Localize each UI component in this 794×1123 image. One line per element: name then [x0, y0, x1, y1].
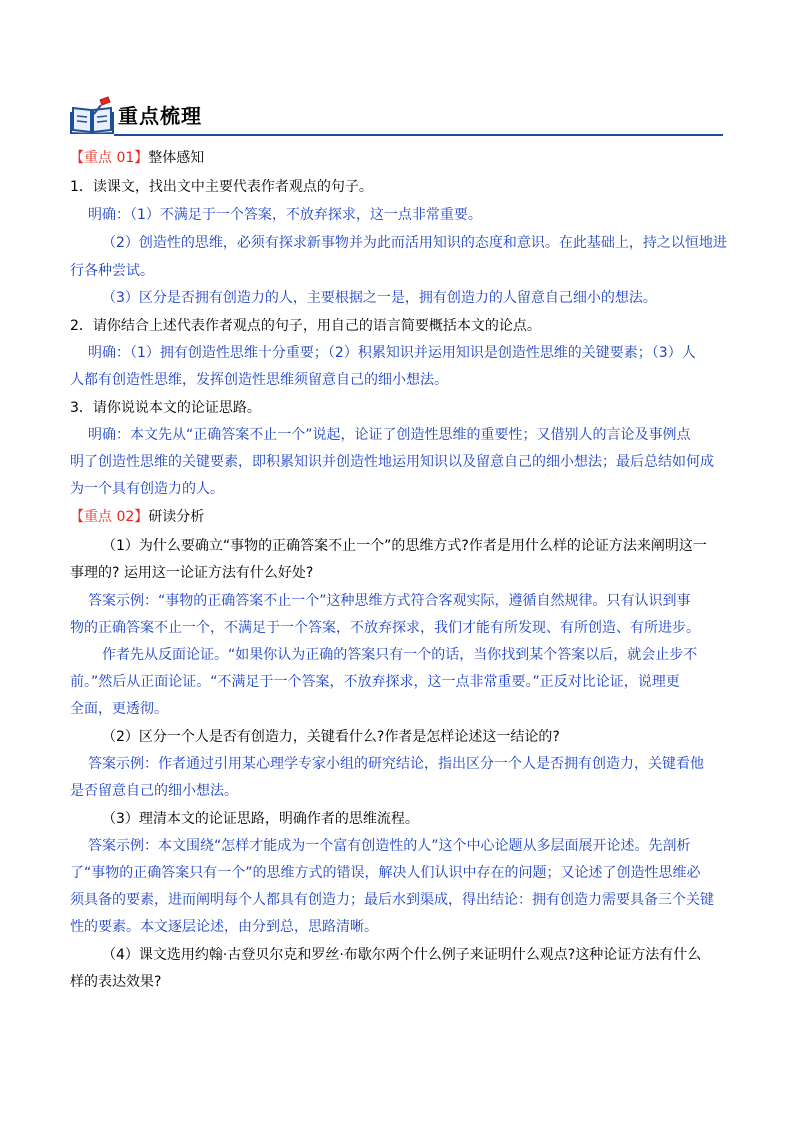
answer-3-line-3: 为一个具有创造力的人。: [70, 481, 224, 497]
analysis-q3: （3）理清本文的论证思路，明确作者的思维流程。: [102, 811, 419, 827]
book-icon: [70, 96, 114, 134]
analysis-a2-line-2: 是否留意自己的细小想法。: [70, 783, 238, 799]
answer-1-line-3: 行各种尝试。: [70, 263, 154, 279]
keypoint-01-tag: 【重点 01】: [70, 150, 149, 166]
answer-2-line-2: 人都有创造性思维，发挥创造性思维须留意自己的细小想法。: [70, 372, 448, 388]
question-3: 3．请你说说本文的论证思路。: [70, 400, 261, 416]
header-divider: [114, 134, 723, 136]
analysis-q1-line-1: （1）为什么要确立“事物的正确答案不止一个”的思维方式?作者是用什么样的论证方法来阐明这一: [102, 538, 707, 554]
analysis-a1-line-4: 前。”然后从正面论证。“不满足于一个答案，不放弃探求，这一点非常重要。”正反对比论证，说理更: [70, 674, 680, 690]
analysis-q1-line-2: 事理的? 运用这一论证方法有什么好处?: [70, 565, 314, 581]
analysis-a1-line-3: 作者先从反面论证。“如果你认为正确的答案只有一个的话，当你找到某个答案以后，就会止步不: [102, 647, 698, 663]
question-1: 1．读课文，找出文中主要代表作者观点的句子。: [70, 179, 373, 195]
analysis-a3-line-1: 答案示例：本文围绕“怎样才能成为一个富有创造性的人”这个中心论题从多层面展开论述。先剖析: [88, 838, 691, 854]
answer-1-line-2: （2）创造性的思维，必须有探求新事物并为此而活用知识的态度和意识。在此基础上，持之以恒地进: [102, 235, 727, 251]
analysis-q4-line-2: 样的表达效果?: [70, 974, 162, 990]
analysis-a3-line-3: 须具备的要素，进而阐明每个人都具有创造力；最后水到渠成，得出结论：拥有创造力需要具备三个关键: [70, 892, 714, 908]
analysis-a2-line-1: 答案示例：作者通过引用某心理学专家小组的研究结论，指出区分一个人是否拥有创造力，关键看他: [88, 756, 704, 772]
analysis-a1-line-2: 物的正确答案不止一个，不满足于一个答案，不放弃探求，我们才能有所发现、有所创造、有所进步。: [70, 620, 700, 636]
keypoint-02-title: 研读分析: [148, 509, 205, 525]
question-2: 2．请你结合上述代表作者观点的句子，用自己的语言简要概括本文的论点。: [70, 318, 541, 334]
answer-3-line-1: 明确：本文先从“正确答案不止一个”说起，论证了创造性思维的重要性；又借别人的言论及事例点: [88, 427, 691, 443]
analysis-a1-line-1: 答案示例：“事物的正确答案不止一个”这种思维方式符合客观实际，遵循自然规律。只有认识到事: [88, 593, 691, 609]
section-header: [70, 96, 723, 138]
analysis-q2: （2）区分一个人是否有创造力，关键看什么?作者是怎样论述这一结论的?: [102, 729, 560, 745]
keypoint-02-heading: [70, 508, 730, 526]
keypoint-01-title: 整体感知: [148, 150, 205, 166]
analysis-q4-line-1: （4）课文选用约翰·古登贝尔克和罗丝·布歇尔两个什么例子来证明什么观点?这种论证方法有什么: [102, 947, 702, 963]
answer-1-line-4: （3）区分是否拥有创造力的人，主要根据之一是，拥有创造力的人留意自己细小的想法。: [102, 290, 657, 306]
analysis-a3-line-2: 了“事物的正确答案只有一个”的思维方式的错误，解决人们认识中存在的问题；又论述了创造性思维必: [70, 865, 701, 881]
keypoint-01-heading: [70, 149, 730, 167]
analysis-a1-line-5: 全面，更透彻。: [70, 701, 168, 717]
page-title: 重点梳理: [118, 104, 202, 128]
answer-2-line-1: 明确：（1）拥有创造性思维十分重要；（2）积累知识并运用知识是创造性思维的关键要素；（3）人: [88, 345, 696, 361]
answer-1-line-1: 明确：（1）不满足于一个答案，不放弃探求，这一点非常重要。: [88, 207, 482, 223]
answer-3-line-2: 明了创造性思维的关键要素，即积累知识并创造性地运用知识以及留意自己的细小想法；最后总结如何成: [70, 454, 714, 470]
analysis-a3-line-4: 性的要素。本文逐层论述，由分到总，思路清晰。: [70, 919, 378, 935]
keypoint-02-tag: 【重点 02】: [70, 509, 149, 525]
